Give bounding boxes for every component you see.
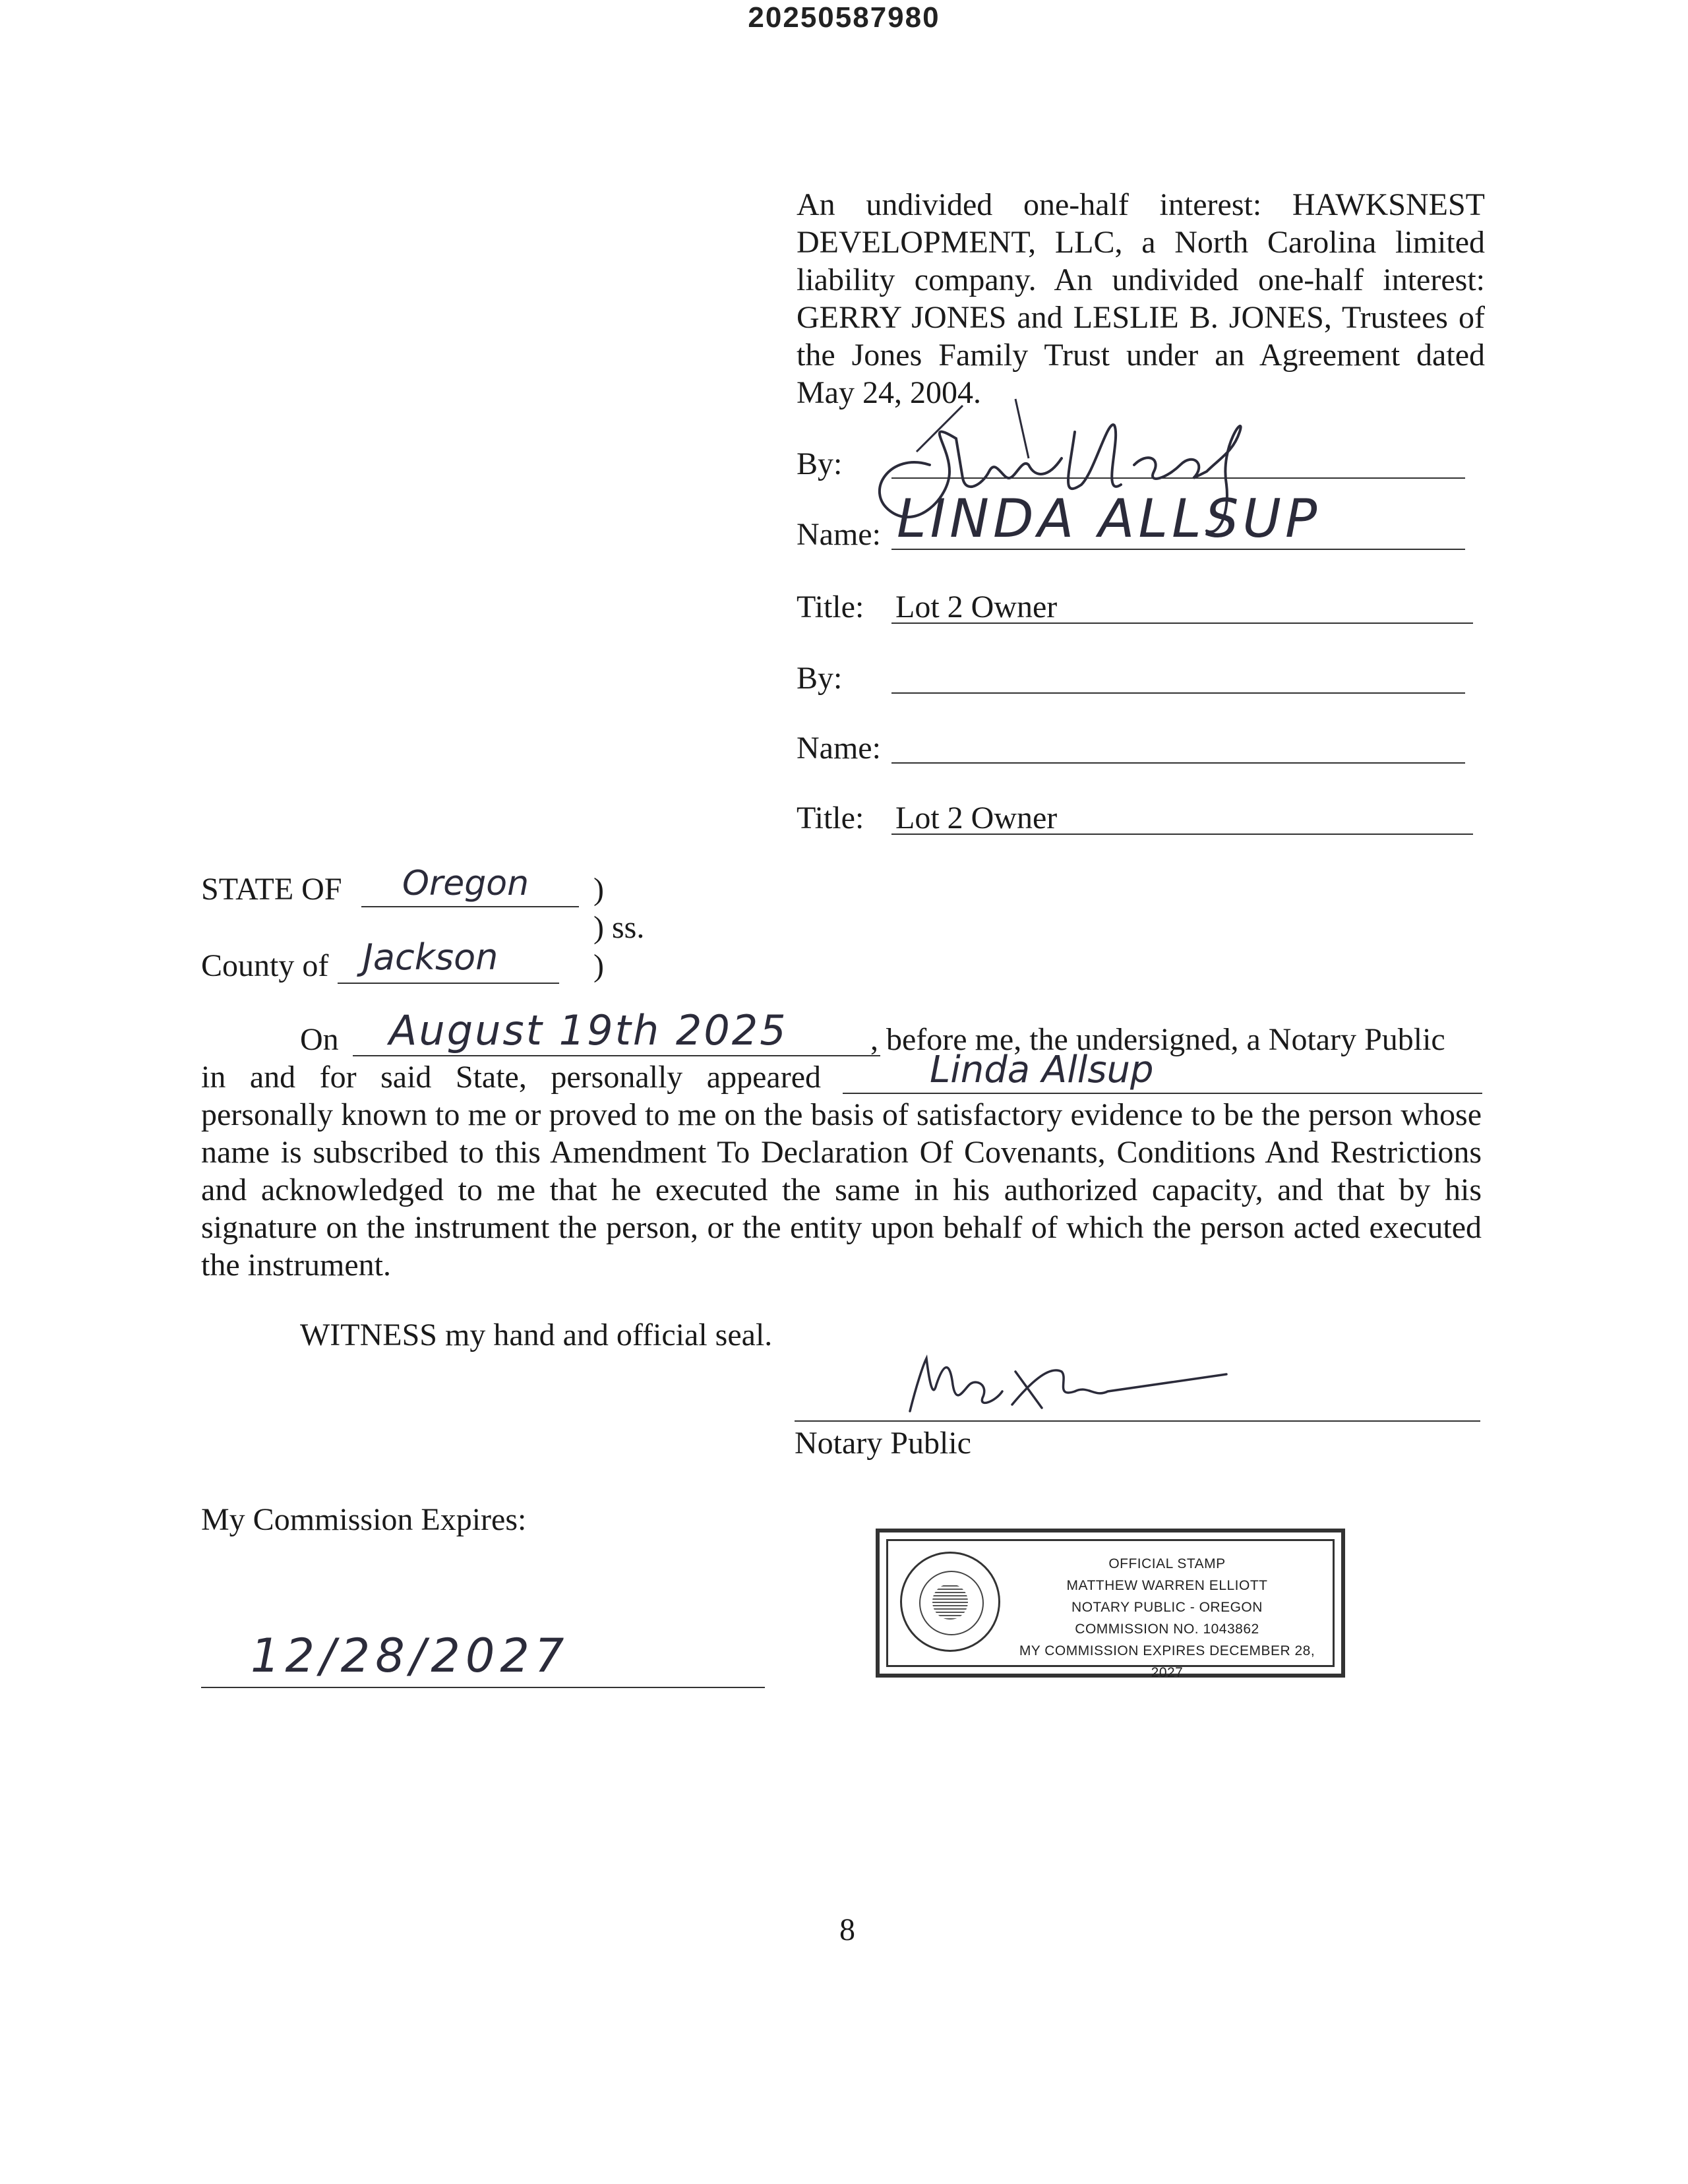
by-line-2 (891, 692, 1465, 694)
commission-label: My Commission Expires: (201, 1502, 527, 1537)
ss-label: ) ss. (593, 910, 645, 945)
name-label-1: Name: (797, 517, 881, 552)
state-label: STATE OF (201, 872, 342, 907)
page-number: 8 (839, 1912, 855, 1947)
state-value: Oregon (402, 864, 529, 903)
county-line (338, 983, 559, 984)
by-label-2: By: (797, 661, 843, 696)
name-label-2: Name: (797, 731, 881, 766)
notary-label: Notary Public (795, 1426, 971, 1461)
stamp-line-1: OFFICIAL STAMP (1108, 1556, 1226, 1571)
owner-description: An undivided one-half interest: HAWKSNEST DEVELOPMENT, LLC, a North Carolina limited liability company. An undivided one-half interest: GERRY JONES and LESLIE B. JONES, Trustees of the Jones Family Trust under an Agreement dated May 24, 2004. (797, 187, 1485, 410)
official-stamp (876, 1529, 1345, 1678)
county-label: County of (201, 948, 329, 983)
stamp-line-5: MY COMMISSION EXPIRES DECEMBER 28, 2027 (1019, 1643, 1315, 1680)
title-value-2: Lot 2 Owner (895, 801, 1058, 835)
document-number: 20250587980 (748, 1, 940, 34)
stamp-line-2: MATTHEW WARREN ELLIOTT (1066, 1578, 1268, 1593)
stamp-border (886, 1539, 1335, 1680)
notary-signature (897, 1345, 1240, 1424)
commission-date: 12/28/2027 (251, 1629, 570, 1683)
notary-signature-line (795, 1420, 1480, 1422)
on-label: On (300, 1022, 339, 1057)
by-label-1: By: (797, 446, 843, 481)
title-line-1 (891, 622, 1473, 624)
before-text: , before me, the undersigned, a Notary Public (870, 1022, 1445, 1057)
appeared-line (843, 1093, 1482, 1094)
state-line (361, 906, 579, 907)
title-line-2 (891, 834, 1473, 835)
stamp-line-4: COMMISSION NO. 1043862 (1075, 1622, 1259, 1637)
commission-line (201, 1687, 765, 1688)
name-line-2 (891, 762, 1465, 764)
stamp-text (1007, 1553, 1327, 1684)
appeared-text: in and for said State, personally appeared (201, 1060, 821, 1095)
title-value-1: Lot 2 Owner (895, 590, 1058, 624)
acknowledgment-date: August 19th 2025 (389, 1006, 788, 1054)
title-label-1: Title: (797, 590, 864, 624)
venue-paren-2: ) (593, 948, 604, 983)
venue-paren-1: ) (593, 872, 604, 907)
date-line (353, 1055, 880, 1056)
title-label-2: Title: (797, 801, 864, 835)
acknowledgment-body: personally known to me or proved to me on the basis of satisfactory evidence to be the person whose name is subscribed to this Amendment To Declaration Of Covenants, Conditions And Restrictions and acknowledged to me that he executed the same in his authorized capacity, and that by his signature on the instrument the person, or the entity upon behalf of which the person acted executed the instrument. (201, 1097, 1482, 1283)
stamp-line-3: NOTARY PUBLIC - OREGON (1071, 1600, 1263, 1615)
appeared-value: Linda Allsup (930, 1048, 1154, 1091)
county-value: Jackson (363, 936, 498, 978)
witness-text: WITNESS my hand and official seal. (300, 1318, 773, 1352)
name-handwritten-1: LINDA ALLSUP (897, 488, 1321, 549)
state-seal (900, 1552, 1000, 1652)
